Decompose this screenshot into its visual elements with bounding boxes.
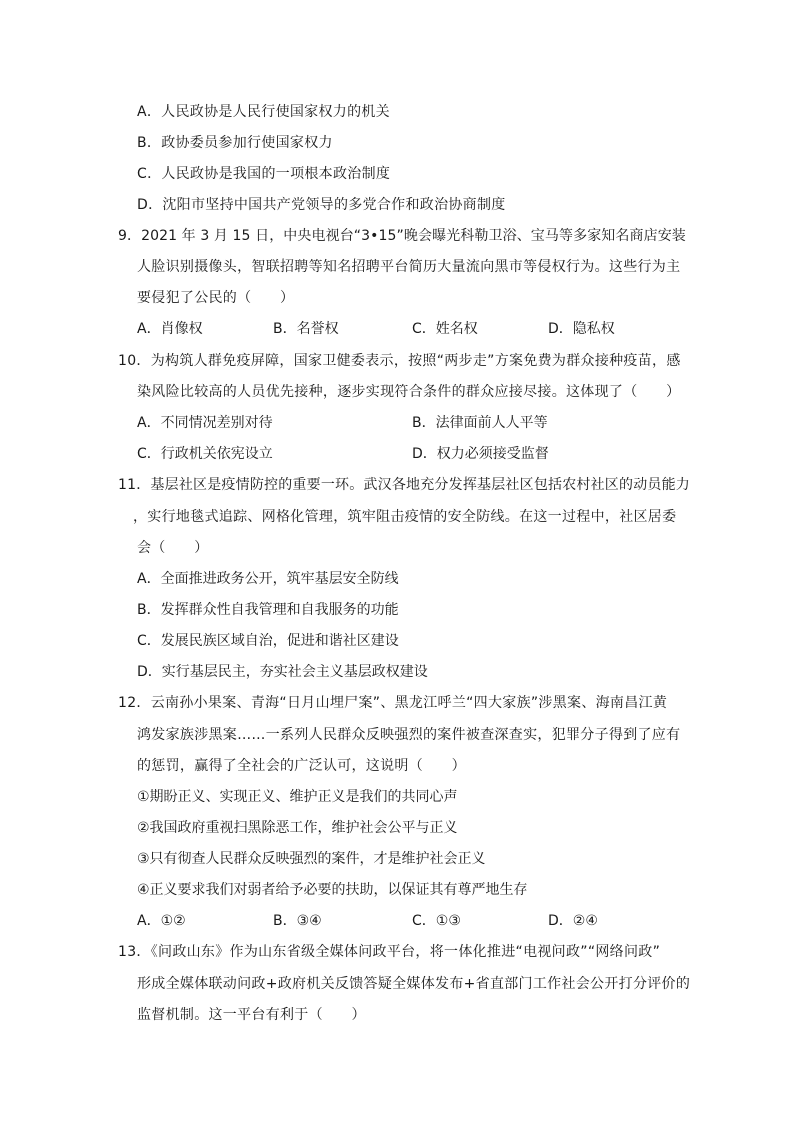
q12-stem-line-1: 12．云南孙小果案、青海“日月山埋尸案”、黑龙江呼兰“四大家族”涉黑案、海南昌江黄 [118, 695, 668, 711]
q12-statement-2: ②我国政府重视扫黑除恶工作，维护社会公平与正义 [137, 820, 458, 836]
q8-option-b: B．政协委员参加行使国家权力 [137, 135, 333, 151]
q12-option-b: B．③④ [273, 913, 322, 929]
q9-option-a: A．肖像权 [137, 321, 203, 337]
q9-option-c: C．姓名权 [412, 321, 478, 337]
q8-option-d: D．沈阳市坚持中国共产党领导的多党合作和政治协商制度 [137, 197, 506, 213]
q10-stem-line-2: 染风险比较高的人员优先接种，逐步实现符合条件的群众应接尽接。这体现了（ ） [137, 384, 681, 400]
q12-statement-4: ④正义要求我们对弱者给予必要的扶助，以保证其有尊严地生存 [137, 882, 528, 898]
q11-stem-line-3: 会（ ） [137, 540, 209, 556]
q11-option-c: C．发展民族区域自治，促进和谐社区建设 [137, 633, 399, 649]
q12-option-a: A．①② [137, 913, 186, 929]
q11-option-a: A．全面推进政务公开，筑牢基层安全防线 [137, 571, 399, 587]
q11-option-b: B．发挥群众性自我管理和自我服务的功能 [137, 602, 399, 618]
q10-option-d: D．权力必须接受监督 [412, 446, 549, 462]
q11-stem-line-1: 11．基层社区是疫情防控的重要一环。武汉各地充分发挥基层社区包括农村社区的动员能力 [118, 477, 691, 493]
q13-stem-line-3: 监督机制。这一平台有利于（ ） [137, 1007, 366, 1023]
q10-stem-line-1: 10．为构筑人群免疫屏障，国家卫健委表示，按照“两步走”方案免费为群众接种疫苗，感 [118, 353, 681, 369]
q9-stem-line-2: 人脸识别摄像头，智联招聘等知名招聘平台简历大量流向黑市等侵权行为。这些行为主 [137, 259, 681, 275]
q9-stem-line-1: 9．2021 年 3 月 15 日，中央电视台“3•15”晚会曝光科勒卫浴、宝马等多家知名商店安装 [118, 228, 686, 244]
q9-option-b: B．名誉权 [273, 321, 339, 337]
q9-stem-line-3: 要侵犯了公民的（ ） [137, 290, 295, 306]
q12-statement-3: ③只有彻查人民群众反映强烈的案件，才是维护社会正义 [137, 851, 486, 867]
q10-option-a: A．不同情况差别对待 [137, 415, 273, 431]
q8-option-c: C．人民政协是我国的一项根本政治制度 [137, 166, 391, 182]
q8-option-a: A．人民政协是人民行使国家权力的机关 [137, 104, 390, 120]
q11-stem-line-2: ，实行地毯式追踪、网格化管理，筑牢阻击疫情的安全防线。在这一过程中，社区居委 [133, 509, 677, 525]
q12-stem-line-3: 的惩罚，赢得了全社会的广泛认可，这说明（ ） [137, 758, 466, 774]
q10-option-b: B．法律面前人人平等 [412, 415, 548, 431]
q10-option-c: C．行政机关依宪设立 [137, 446, 273, 462]
q11-option-d: D．实行基层民主，夯实社会主义基层政权建设 [137, 664, 428, 680]
q12-option-d: D．②④ [548, 913, 598, 929]
q12-option-c: C．①③ [412, 913, 461, 929]
q12-statement-1: ①期盼正义、实现正义、维护正义是我们的共同心声 [137, 789, 458, 805]
q13-stem-line-2: 形成全媒体联动问政+政府机关反馈答疑全媒体发布+省直部门工作社会公开打分评价的 [137, 976, 691, 992]
q12-stem-line-2: 鸿发家族涉黑案……一系列人民群众反映强烈的案件被查深查实，犯罪分子得到了应有 [137, 727, 681, 743]
q13-stem-line-1: 13．《问政山东》作为山东省级全媒体问政平台，将一体化推进“电视问政”“网络问政” [118, 944, 661, 960]
q9-option-d: D．隐私权 [548, 321, 615, 337]
